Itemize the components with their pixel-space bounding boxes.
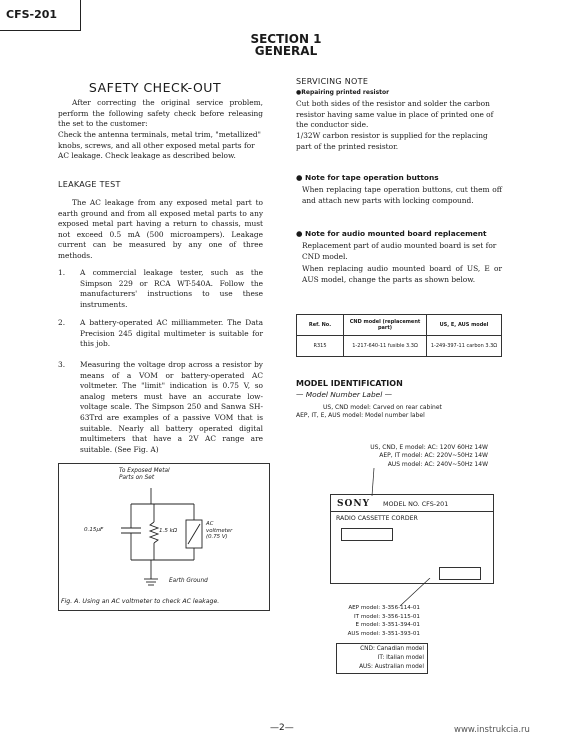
figure-a (58, 463, 270, 611)
section-heading (200, 33, 372, 57)
leakage-text: The AC leakage from any exposed metal part to earth ground and from all exposed metal parts to any exposed metal part having a return to chassis, must not exceed 0.5 mA (500 microampers). Leakage current can be measured by any one of three methods. (58, 198, 263, 260)
table-header: US, E, AUS model (427, 315, 502, 336)
table-header: CND model (replacement part) (344, 315, 427, 336)
fig-top-label: To Exposed Metal Parts on Set (119, 468, 170, 481)
table-header: Ref. No. (297, 315, 344, 336)
label-model-no: MODEL NO. CFS-201 (383, 500, 449, 508)
model-id-title: MODEL IDENTIFICATION (296, 379, 403, 388)
leakage-title: LEAKAGE TEST (58, 180, 121, 189)
table-cell: 1-217-640-11 fusible 3.3Ω (344, 336, 427, 357)
circuit-diagram (59, 464, 269, 610)
model-number-label (330, 494, 494, 584)
serial-numbers: AEP model: 3-356-114-01 IT model: 3-356-115-01 E model: 3-351-394-01 AUS model: 3-351-393-01 (347, 605, 420, 637)
model-legend: CND: Canadian model IT: Italian model AUS: Australian model (336, 643, 428, 674)
power-ratings: US, CND, E model: AC: 120V 60Hz 14W AEP, IT model: AC: 220V~50Hz 14W AUS model: AC: 240V~50Hz 14W (370, 444, 488, 468)
page-number: —2— (270, 723, 294, 733)
list-item: 1. A commercial leakage tester, such as the Simpson 229 or RCA WT-540A. Follow the manufacturers' instructions to use these instruments. (58, 268, 263, 309)
model-id-subtitle: — Model Number Label — (296, 390, 392, 399)
model-tab (0, 0, 81, 31)
audio-text-1: Replacement part of audio mounted board is set for CND model. (302, 241, 497, 261)
safety-check: Check the antenna terminals, metal trim, "metallized" knobs, screws, and all other exposed metal parts for AC leakage. Check leakage as described below. (58, 130, 261, 161)
audio-heading: ● Note for audio mounted board replacement (296, 229, 487, 238)
list-item: 3. Measuring the voltage drop across a resistor by means of a VOM or battery-operated AC voltmeter. The "limit" indication is 0.75 V, so analog meters must have an accurate low-voltage scale. The Simpson 250 and Sanwa SH-63Trd are examples of a passive VOM that is suitable. Nearly all battery operated digital multimeters that have a 2V AC range are suitable. (See Fig. A) (58, 360, 263, 454)
table-row (297, 336, 502, 357)
table-cell: R315 (297, 336, 344, 357)
sony-logo: SONY (337, 499, 370, 509)
audio-text-2: When replacing audio mounted board of US, E or AUS model, change the parts as shown below. (302, 264, 502, 284)
table-header-row (297, 315, 502, 336)
serial-box (341, 528, 393, 541)
table-cell: 1-249-397-11 carbon 3.3Ω (427, 336, 502, 357)
label-type: RADIO CASSETTE CORDER (336, 515, 418, 522)
ground-label: Earth Ground (169, 578, 208, 584)
tape-heading: ● Note for tape operation buttons (296, 173, 439, 182)
resistor-heading: ●Repairing printed resistor (296, 89, 390, 96)
safety-title: SAFETY CHECK-OUT (88, 80, 222, 95)
tape-text: When replacing tape operation buttons, cut them off and attach new parts with locking compound. (302, 185, 502, 205)
model-code: CFS-201 (6, 8, 58, 21)
safety-intro: After correcting the original service problem, perform the following safety check before releasing the set to the customer: (58, 98, 263, 129)
cnd-replacement-table (296, 314, 502, 357)
voltmeter-label: AC voltmeter (0.75 V) (206, 521, 233, 541)
bullet-icon: ● (296, 89, 302, 96)
code-box (439, 567, 481, 580)
resistor-label: 1.5 kΩ (159, 528, 178, 534)
section-title: GENERAL (254, 44, 318, 58)
label-divider (331, 511, 493, 512)
bullet-icon: ● (296, 173, 306, 182)
capacitor-label: 0.15μF (84, 527, 104, 533)
resistor-text-1: Cut both sides of the resistor and solder the carbon resistor having same value in place of printed one of the conductor side. (296, 99, 494, 130)
watermark: www.instrukcia.ru (454, 725, 530, 735)
list-item: 2. A battery-operated AC milliammeter. The Data Precision 245 digital multimeter is suitable for this job. (58, 318, 263, 349)
servicing-title: SERVICING NOTE (296, 77, 369, 86)
resistor-text-2: 1/32W carbon resistor is supplied for the replacing part of the printed resistor. (296, 131, 488, 151)
figure-caption: Fig. A. Using an AC voltmeter to check AC leakage. (61, 598, 220, 605)
label-location: US, CND model: Carved on rear cabinet AEP, IT, E, AUS model: Model number label (296, 404, 442, 420)
bullet-icon: ● (296, 229, 306, 238)
section-number: SECTION 1 (250, 32, 322, 46)
